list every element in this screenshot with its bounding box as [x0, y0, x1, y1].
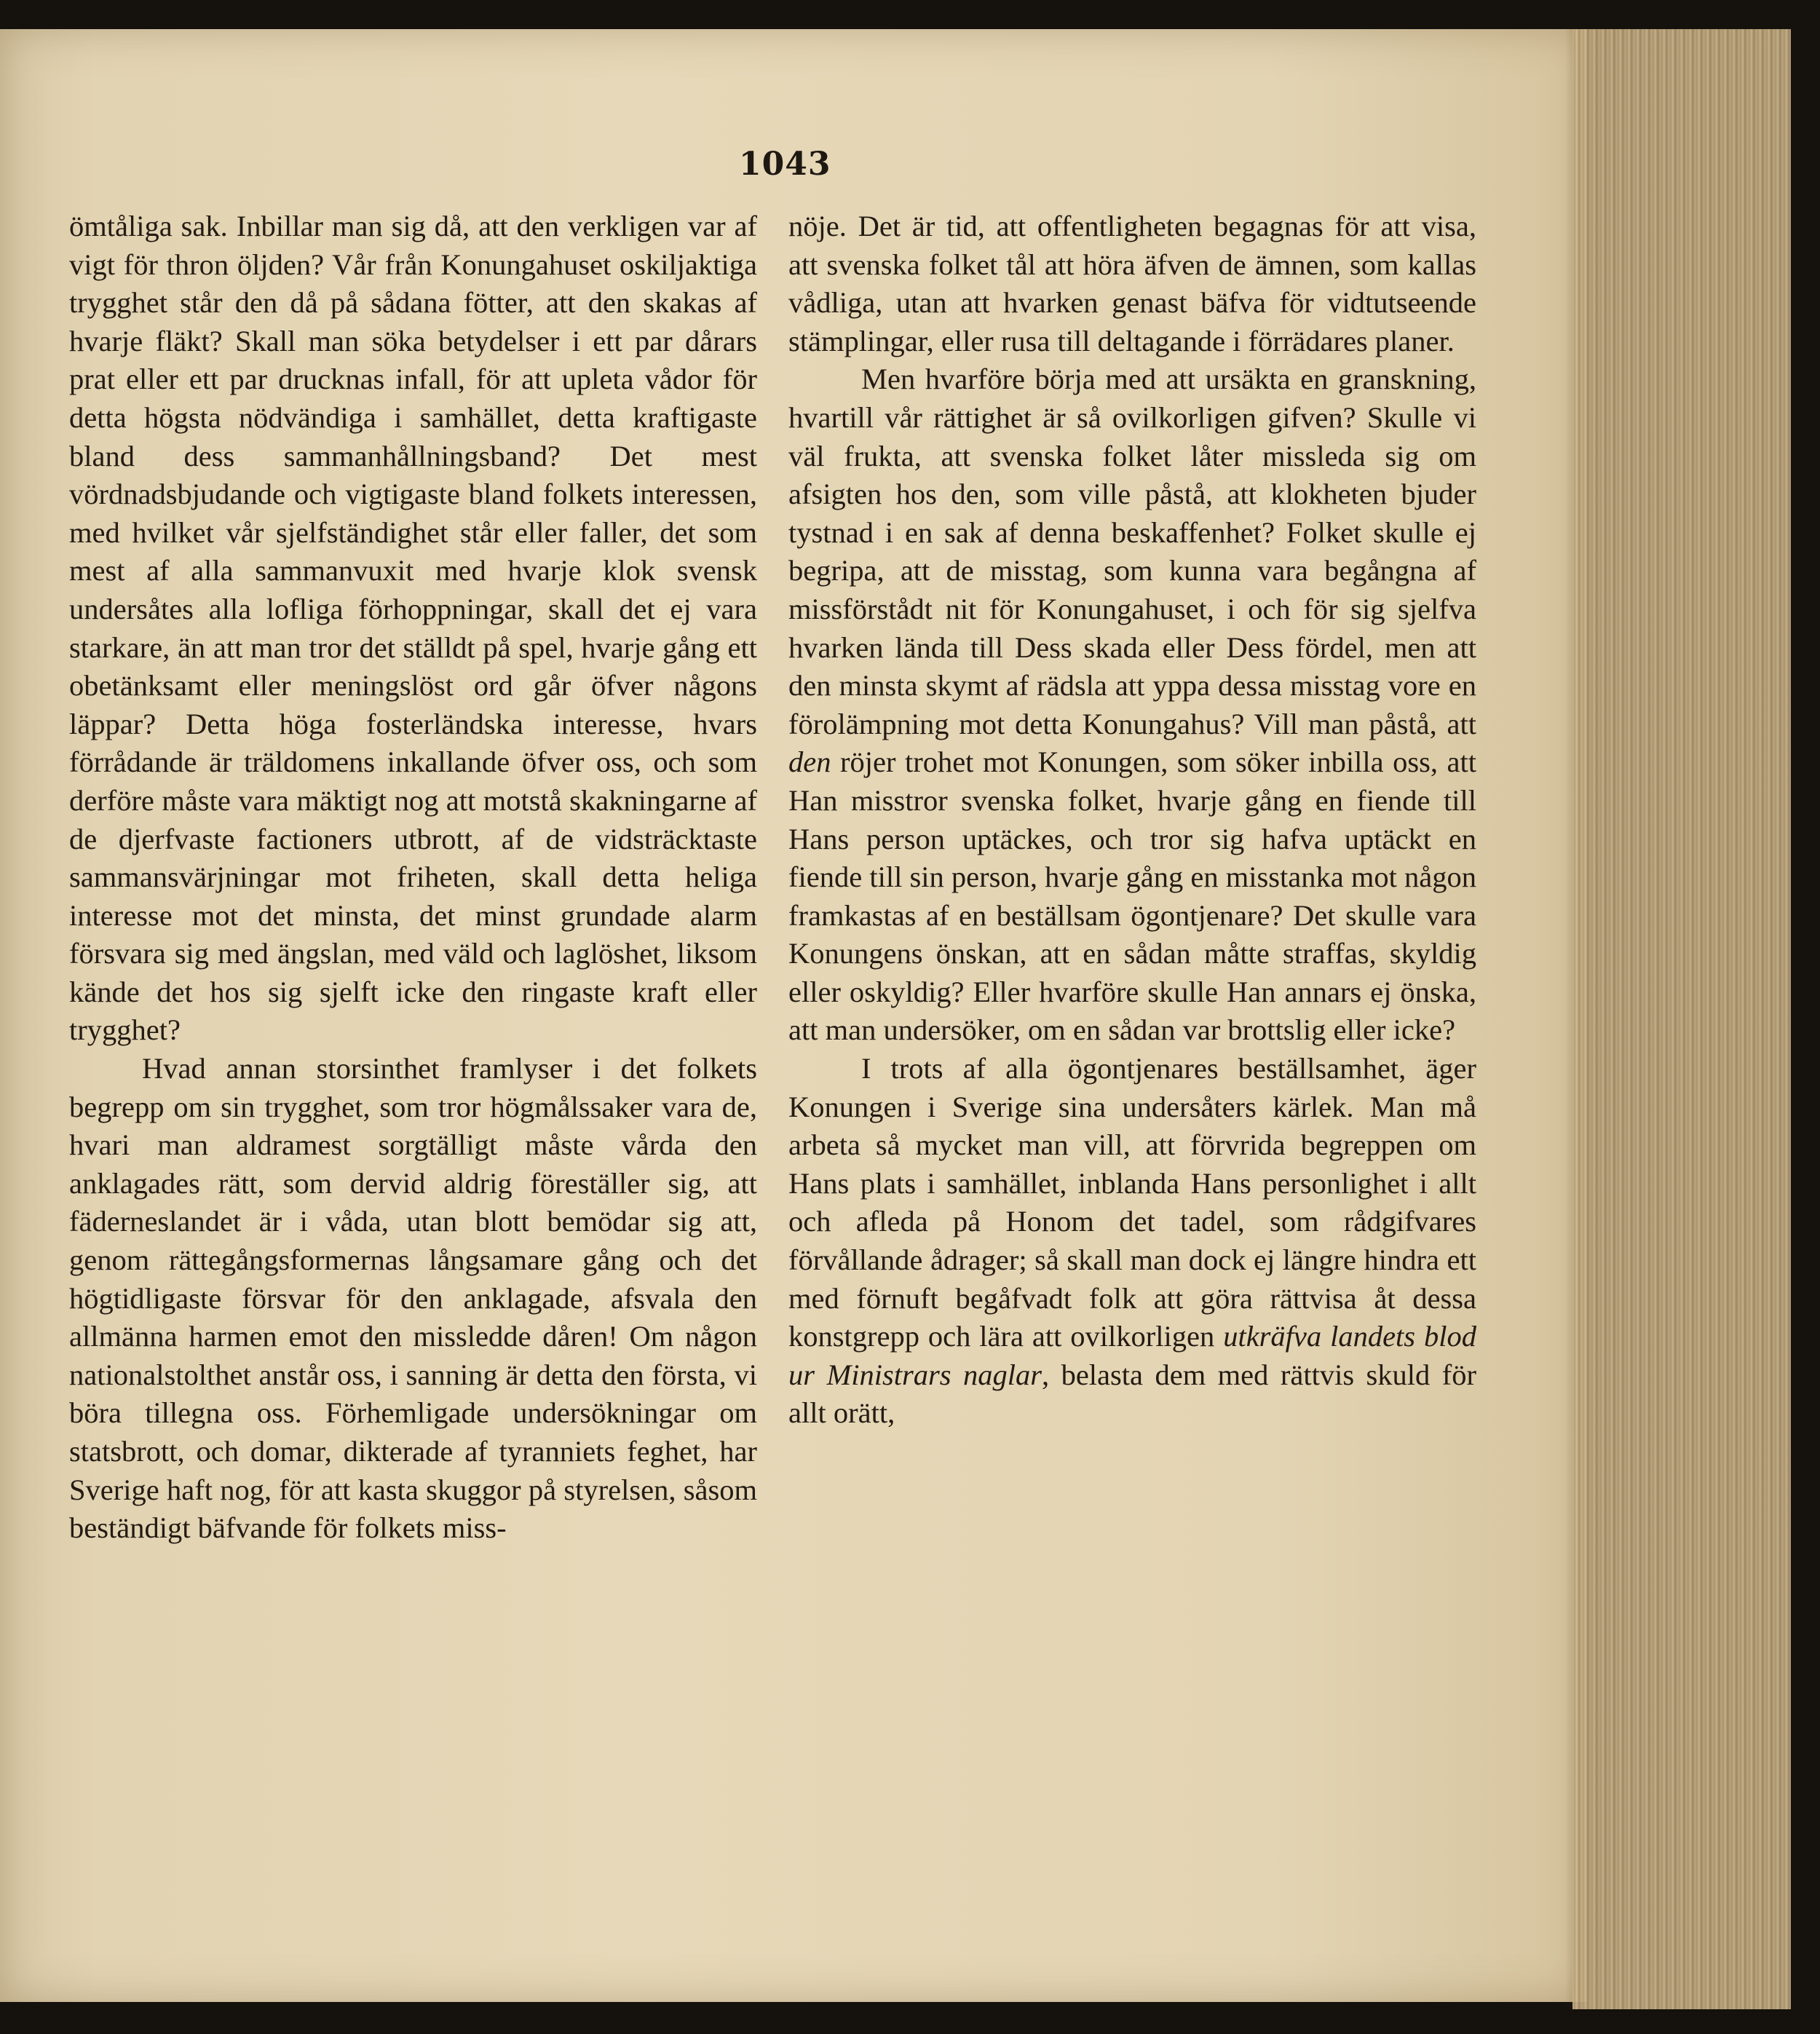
- paragraph: Hvad annan storsinthet framlyser i det folkets begrepp om sin trygghet, som tror högmålssaker vara de, hvari man aldramest sorgtälligt måste vårda den anklagades rätt, som dervid aldrig föreställer sig, att fäderneslandet är i våda, utan blott bemödar sig att, genom rättegångsformernas långsamare gång och det högtidligaste försvar för den anklagade, afsvala den allmänna harmen emot den missledde dåren! Om någon nationalstolthet anstår oss, i sanning är detta den första, vi böra tillegna oss. Förhemligade undersökningar om statsbrott, och domar, dikterade af tyranniets feghet, har Sverige haft nog, för att kasta skuggor på styrelsen, såsom beständigt bäfvande för folkets miss-: [69, 1052, 757, 1545]
- emphasis-text: den: [788, 745, 831, 779]
- paragraph: [788, 1050, 1476, 1433]
- paragraph-text: röjer trohet mot Konungen, som söker inbilla oss, att Han misstror svenska folket, hvarje gång en fiende till Hans person uptäckes, och tror sig hafva uptäckt en fiende till sin person, hvarje gång en misstanka mot någon framkastas af en beställsam ögontjenare? Det skulle vara Konungens önskan, att en sådan måtte straffas, skyldig eller oskyldig? Eller hvarföre skulle Han annars ej önska, att man undersöker, om en sådan var brottslig eller icke?: [788, 745, 1476, 1047]
- paragraph: nöje. Det är tid, att offentligheten begagnas för att visa, att svenska folket tål att höra äfven de ämnen, som kallas vådliga, utan att hvarken genast bäfva för vidtutseende stämplingar, eller rusa till deltagande i förrädares planer.: [788, 210, 1476, 357]
- text-column-left: [69, 207, 757, 1548]
- emphasis-text: utkräfva landets blod ur Ministrars naglar: [788, 1320, 1476, 1391]
- paragraph-text: I trots af alla ögontjenares beställsamhet, äger Konungen i Sverige sina undersåters kärlek. Man må arbeta så mycket man vill, att förvrida begreppen om Hans plats i samhället, inblanda Hans personlighet i allt och afleda på Honom det tadel, som rådgifvares förvållande ådrager; så skall man dock ej längre hindra ett med förnuft begåfvadt folk att göra rättvisa åt dessa konstgrepp och lära att ovilkorligen: [788, 1052, 1476, 1353]
- page-number: 1043: [739, 146, 831, 183]
- paragraph-text: Men hvarföre börja med att ursäkta en granskning, hvartill vår rättighet är så ovilkorligen gifven? Skulle vi väl frukta, att svenska folket låter missleda sig om afsigten hos den, som ville påstå, att klokheten bjuder tystnad i en sak af denna beskaffenhet? Folket skulle ej begripa, att de misstag, som kunna vara begångna af missförstådt nit för Konungahuset, i och för sig sjelfva hvarken lända till Dess skada eller Dess fördel, men att den minsta skymt af rädsla att yppa dessa misstag vore en förolämpning mot detta Konungahus? Vill man påstå, att: [788, 363, 1476, 740]
- paragraph-text: , belasta dem med rättvis skuld för allt orätt,: [788, 1358, 1476, 1430]
- paragraph: [788, 360, 1476, 1050]
- text-column-right: [788, 207, 1476, 1433]
- book-page-edges: [1572, 29, 1791, 2009]
- paragraph: ömtåliga sak. Inbillar man sig då, att den verkligen var af vigt för thron öljden? Vår från Konungahuset oskiljaktiga trygghet står den då på sådana fötter, att den skakas af hvarje fläkt? Skall man söka betydelser i ett par dårars prat eller ett par drucknas infall, för att upleta vådor för detta högsta nödvändiga i samhället, detta kraftigaste bland dess sammanhållningsband? Det mest vördnadsbjudande och vigtigaste bland folkets interessen, med hvilket vår sjelfständighet står eller faller, det som mest af alla sammanvuxit med hvarje klok svensk undersåtes alla lofliga förhoppningar, skall det ej vara starkare, än att man tror det ställdt på spel, hvarje gång ett obetänksamt eller meningslöst ord går öfver någons läppar? Detta höga fosterländska interesse, hvars förrådande är träldomens inkallande öfver oss, och som derföre måste vara mäktigt nog att motstå skakningarne af de djerfvaste factioners utbrott, af de vidsträcktaste sammansvärjningar mot friheten, skall detta heliga interesse mot det minsta, det minst grundade alarm försvara sig med ängslan, med väld och laglöshet, liksom kände det hos sig sjelft icke den ringaste kraft eller trygghet?: [69, 210, 757, 1047]
